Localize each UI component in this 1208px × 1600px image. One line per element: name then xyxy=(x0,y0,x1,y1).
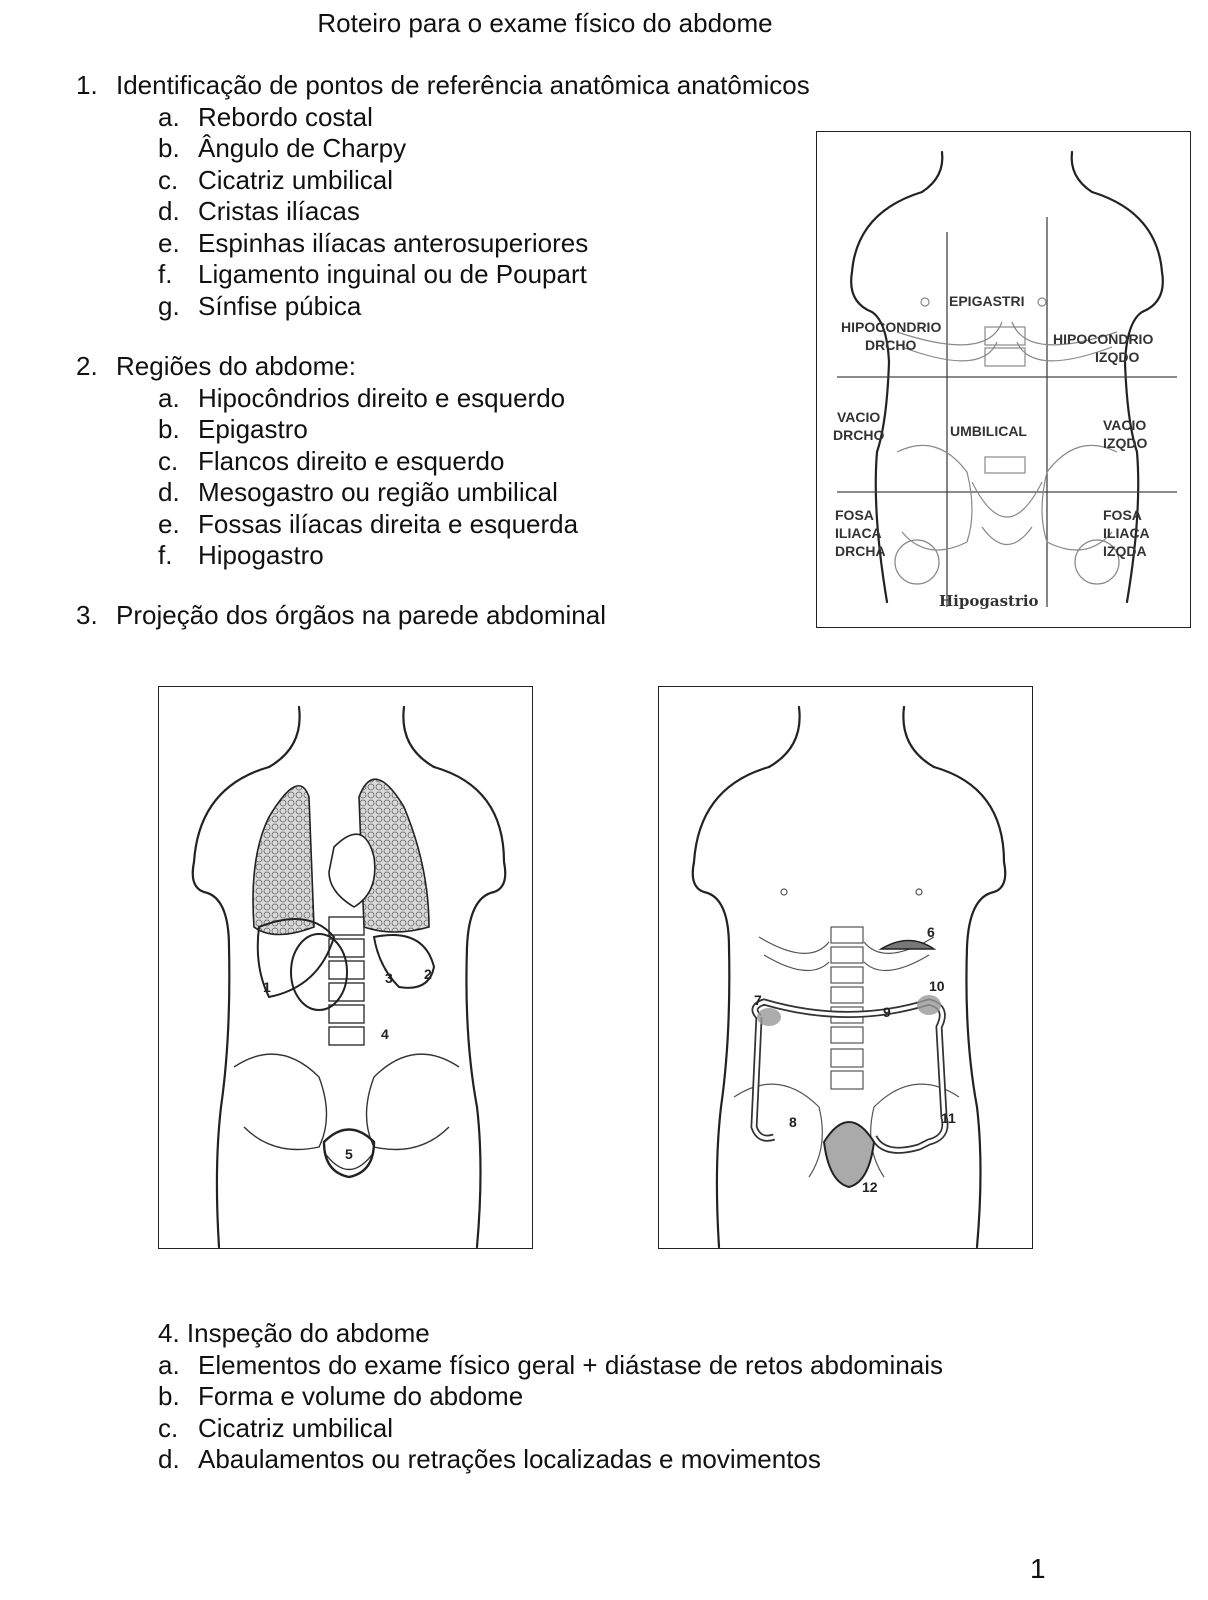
organs-projection-drawing-1 xyxy=(159,687,533,1249)
item-letter: d. xyxy=(158,1444,180,1474)
item-text: Espinhas ilíacas anterosuperiores xyxy=(198,227,589,258)
abdominal-regions-drawing xyxy=(817,132,1191,628)
label-fosa-esquerda-1: FOSA xyxy=(1103,507,1142,523)
abdominal-regions-figure xyxy=(816,131,1191,628)
list-item xyxy=(76,446,578,478)
item-letter: e. xyxy=(158,508,180,539)
list-item xyxy=(76,165,810,197)
label-fosa-direita-1: FOSA xyxy=(835,507,874,523)
item-text: Elementos do exame físico geral + diástase de retos abdominais xyxy=(198,1349,944,1380)
list-item xyxy=(76,540,578,572)
list-item xyxy=(76,133,810,165)
item-letter: d. xyxy=(158,477,180,507)
label-fosa-direita-2: ILIACA xyxy=(835,525,882,541)
list-item xyxy=(76,291,810,323)
item-text: Fossas ilíacas direita e esquerda xyxy=(198,508,579,539)
item-letter: a. xyxy=(158,101,180,132)
section-4-heading: 4. Inspeção do abdome xyxy=(158,1318,430,1348)
label-hipocondrio-direito-2: DRCHO xyxy=(865,337,917,353)
item-letter: c. xyxy=(158,164,179,195)
section-1-heading: Identificação de pontos de referência anatômica anatômicos xyxy=(116,70,810,100)
list-item xyxy=(76,414,578,446)
organ-label-4: 4 xyxy=(381,1026,389,1042)
list-item xyxy=(76,1444,943,1476)
label-umbilical: UMBILICAL xyxy=(950,423,1027,439)
item-letter: f. xyxy=(158,540,173,570)
list-item xyxy=(76,102,810,134)
item-letter: e. xyxy=(158,227,180,258)
organs-projection-figure-2 xyxy=(658,686,1033,1249)
organs-projection-figure-1 xyxy=(158,686,533,1249)
organ-label-9: 9 xyxy=(883,1004,891,1020)
item-letter: b. xyxy=(158,1381,180,1411)
item-text: Cicatriz umbilical xyxy=(198,1412,394,1443)
label-hipogastrio: Hipogastrio xyxy=(939,592,1039,610)
item-text: Mesogastro ou região umbilical xyxy=(198,477,558,507)
list-item xyxy=(76,477,578,509)
section-1-number: 1. xyxy=(76,70,98,100)
item-letter: b. xyxy=(158,133,180,163)
label-epigastrio: EPIGASTRI xyxy=(949,293,1025,309)
item-letter: c. xyxy=(158,1412,179,1443)
label-hipocondrio-esquerdo-1: HIPOCONDRIO xyxy=(1053,331,1154,347)
label-vacio-esquerdo-2: IZQDO xyxy=(1103,435,1148,451)
list-item xyxy=(76,228,810,260)
section-2-heading: Regiões do abdome: xyxy=(116,351,356,381)
list-item xyxy=(76,259,810,291)
list-item xyxy=(76,1381,943,1413)
label-vacio-direito-1: VACIO xyxy=(837,409,881,425)
item-text: Ligamento inguinal ou de Poupart xyxy=(198,259,587,289)
list-item xyxy=(76,383,578,415)
label-fosa-esquerda-2: ILIACA xyxy=(1103,525,1150,541)
list-item xyxy=(76,196,810,228)
item-letter: c. xyxy=(158,445,179,476)
organs-projection-drawing-2 xyxy=(659,687,1033,1249)
item-text: Forma e volume do abdome xyxy=(198,1381,524,1411)
organ-label-10: 10 xyxy=(929,978,945,994)
item-letter: b. xyxy=(158,414,180,444)
section-2-number: 2. xyxy=(76,351,98,381)
label-fosa-esquerda-3: IZQDA xyxy=(1103,543,1147,559)
item-text: Abaulamentos ou retrações localizadas e movimentos xyxy=(198,1444,821,1474)
organ-label-11: 11 xyxy=(941,1110,956,1126)
organ-label-3: 3 xyxy=(385,970,393,986)
item-text: Sínfise púbica xyxy=(198,290,362,321)
section-3 xyxy=(76,600,606,632)
item-text: Cicatriz umbilical xyxy=(198,164,394,195)
neck-right-line xyxy=(1072,152,1092,192)
item-letter: a. xyxy=(158,382,180,413)
section-3-heading: Projeção dos órgãos na parede abdominal xyxy=(116,600,607,630)
neck-left-line xyxy=(922,152,942,192)
label-hipocondrio-esquerdo-2: IZQDO xyxy=(1095,349,1140,365)
colon-shade-right xyxy=(917,995,941,1015)
item-text: Rebordo costal xyxy=(198,101,373,132)
item-letter: a. xyxy=(158,1349,180,1380)
item-letter: d. xyxy=(158,196,180,226)
item-text: Epigastro xyxy=(198,414,308,444)
label-hipocondrio-direito-1: HIPOCONDRIO xyxy=(841,319,942,335)
label-vacio-direito-2: DRCHO xyxy=(833,427,885,443)
item-text: Ângulo de Charpy xyxy=(198,133,407,163)
section-1 xyxy=(76,70,810,322)
label-vacio-esquerdo-1: VACIO xyxy=(1103,417,1147,433)
section-4 xyxy=(76,1318,943,1476)
organ-label-1: 1 xyxy=(263,979,271,995)
spine-and-pelvis xyxy=(234,917,459,1170)
item-text: Flancos direito e esquerdo xyxy=(198,445,505,476)
item-letter: g. xyxy=(158,290,180,321)
organ-label-6: 6 xyxy=(927,924,935,940)
list-item xyxy=(76,509,578,541)
bladder xyxy=(824,1122,874,1187)
item-letter: f. xyxy=(158,259,173,289)
page-title: Roteiro para o exame físico do abdome xyxy=(317,8,773,38)
item-text: Hipocôndrios direito e esquerdo xyxy=(198,382,566,413)
list-item xyxy=(76,1350,943,1382)
lung-right xyxy=(253,786,314,935)
list-item xyxy=(76,1413,943,1445)
organ-label-7: 7 xyxy=(754,992,762,1008)
page-number: 1 xyxy=(1030,1553,1046,1584)
section-3-number: 3. xyxy=(76,600,98,630)
organ-label-12: 12 xyxy=(862,1179,878,1195)
colon-shade-left xyxy=(757,1008,781,1026)
label-fosa-direita-3: DRCHA xyxy=(835,543,886,559)
spleen xyxy=(291,934,347,1010)
item-text: Cristas ilíacas xyxy=(198,196,360,226)
organ-label-8: 8 xyxy=(789,1114,797,1130)
item-text: Hipogastro xyxy=(198,540,324,570)
organ-label-2: 2 xyxy=(424,966,432,982)
section-2 xyxy=(76,351,578,572)
organ-label-5: 5 xyxy=(345,1146,353,1162)
